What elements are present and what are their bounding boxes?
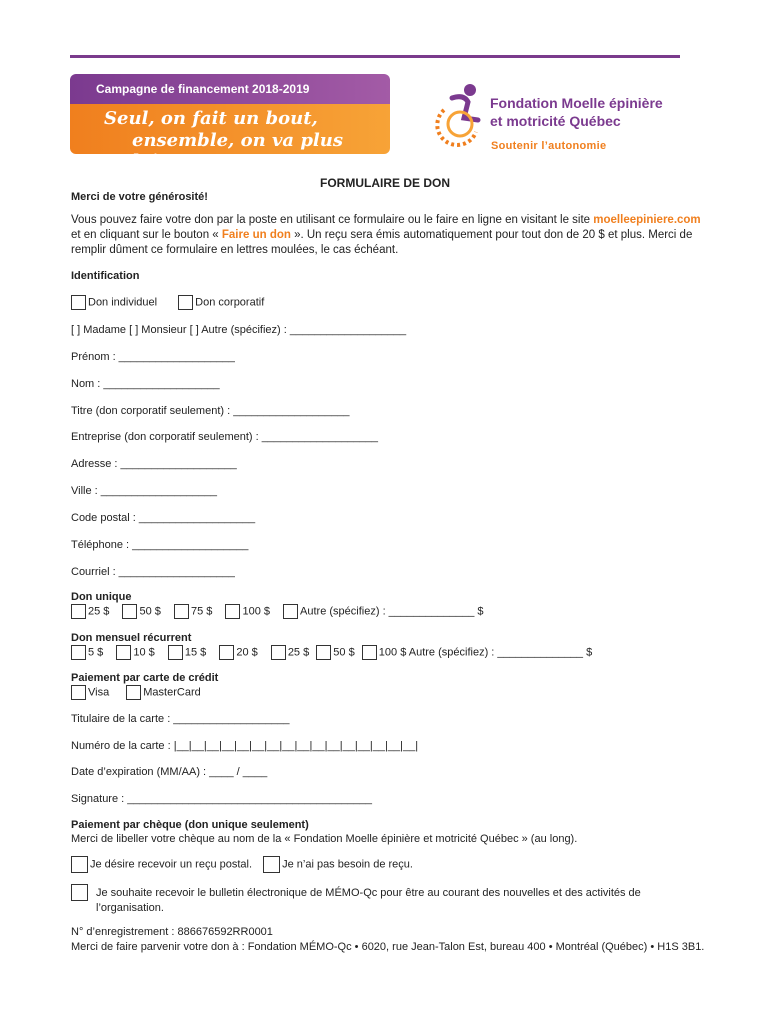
monthly-10-label: 10 $ [133, 646, 155, 659]
one-time-25-label: 25 $ [88, 605, 110, 618]
one-time-75-label: 75 $ [190, 605, 213, 618]
monthly-25-checkbox[interactable] [271, 645, 286, 660]
one-time-other-checkbox[interactable] [283, 604, 298, 619]
phone-field[interactable]: Téléphone : ___________________ [71, 539, 249, 551]
monthly-5-label: 5 $ [88, 646, 104, 659]
top-divider [70, 55, 680, 58]
monthly-100-other-label: 100 $ Autre (spécifiez) : ______________ $ [378, 646, 593, 659]
salutation-line[interactable]: [ ] Madame [ ] Monsieur [ ] Autre (spécifiez) : ___________________ [71, 324, 407, 336]
monthly-50-checkbox[interactable] [316, 645, 331, 660]
postal-receipt-checkbox[interactable] [71, 856, 88, 873]
card-options [71, 685, 205, 700]
card-number-field[interactable]: Numéro de la carte : |__|__|__|__|__|__|__|__|__|__|__|__|__|__|__|__| [71, 740, 419, 752]
city-field[interactable]: Ville : ___________________ [71, 485, 217, 497]
monthly-heading: Don mensuel récurrent [71, 632, 192, 644]
visa-label: Visa [88, 686, 110, 699]
slogan-banner [70, 104, 390, 172]
intro-text-1: Vous pouvez faire votre don par la poste en utilisant ce formulaire ou le faire en ligne en visitant le site [71, 214, 594, 226]
campaign-banner [70, 74, 390, 104]
form-title: FORMULAIRE DE DON [320, 176, 450, 190]
logo-tagline: Soutenir l’autonomie [491, 140, 607, 152]
signature-field[interactable]: Signature : ________________________________________ [71, 793, 372, 805]
one-time-options [71, 604, 488, 619]
individual-donation-label: Don individuel [88, 296, 158, 309]
one-time-other-label: Autre (spécifiez) : ______________ $ [300, 605, 484, 618]
monthly-50-label: 50 $ [333, 646, 355, 659]
logo-name-line-1: Fondation Moelle épinière [490, 95, 663, 111]
intro-text-2: et en cliquant sur le bouton « [71, 229, 222, 241]
cheque-heading: Paiement par chèque (don unique seulement) [71, 819, 309, 831]
card-heading: Paiement par carte de crédit [71, 672, 219, 684]
registration-number: N° d’enregistrement : 886676592RR0001 [71, 926, 273, 938]
newsletter-label: Je souhaite recevoir le bulletin électronique de MÉMO-Qc pour être au courant des nouvelles et des activités de l’organisation. [96, 887, 641, 914]
mailing-address: Merci de faire parvenir votre don à : Fondation MÉMO-Qc • 6020, rue Jean-Talon Est, bureau 400 • Montréal (Québec) • H1S 3B1. [71, 941, 705, 953]
mastercard-checkbox[interactable] [126, 685, 141, 700]
monthly-100-other-checkbox[interactable] [362, 645, 377, 660]
first-name-field[interactable]: Prénom : ___________________ [71, 351, 235, 363]
visa-checkbox[interactable] [71, 685, 86, 700]
one-time-50-label: 50 $ [139, 605, 161, 618]
card-holder-field[interactable]: Titulaire de la carte : ___________________ [71, 713, 290, 725]
identification-heading: Identification [71, 270, 140, 282]
mastercard-label: MasterCard [143, 686, 201, 699]
monthly-15-checkbox[interactable] [168, 645, 183, 660]
monthly-25-label: 25 $ [287, 646, 310, 659]
monthly-10-checkbox[interactable] [116, 645, 131, 660]
monthly-15-label: 15 $ [184, 646, 207, 659]
title-field[interactable]: Titre (don corporatif seulement) : ___________________ [71, 405, 350, 417]
logo-name-line-2: et motricité Québec [490, 113, 621, 129]
donate-button-reference[interactable]: Faire un don [221, 229, 291, 241]
one-time-100-checkbox[interactable] [225, 604, 240, 619]
last-name-field[interactable]: Nom : ___________________ [71, 378, 220, 390]
monthly-5-checkbox[interactable] [71, 645, 86, 660]
one-time-25-checkbox[interactable] [71, 604, 86, 619]
company-field[interactable]: Entreprise (don corporatif seulement) : ___________________ [71, 431, 378, 443]
newsletter-checkbox[interactable] [71, 884, 88, 901]
monthly-20-label: 20 $ [236, 646, 258, 659]
one-time-50-checkbox[interactable] [122, 604, 137, 619]
foundation-logo-icon [430, 80, 490, 150]
no-receipt-label: Je n’ai pas besoin de reçu. [282, 858, 413, 871]
address-field[interactable]: Adresse : ___________________ [71, 458, 237, 470]
corporate-donation-checkbox[interactable] [178, 295, 193, 310]
one-time-75-checkbox[interactable] [174, 604, 189, 619]
cheque-text: Merci de libeller votre chèque au nom de la « Fondation Moelle épinière et motricité Québec » (au long). [71, 833, 578, 845]
individual-donation-checkbox[interactable] [71, 295, 86, 310]
monthly-20-checkbox[interactable] [219, 645, 234, 660]
receipt-options [71, 856, 417, 873]
campaign-label: Campagne de financement 2018-2019 [96, 82, 310, 96]
no-receipt-checkbox[interactable] [263, 856, 280, 873]
slogan-line-2: ensemble, on va plus loin! [132, 130, 343, 172]
one-time-100-label: 100 $ [242, 605, 270, 618]
intro-paragraph [71, 213, 711, 258]
postal-code-field[interactable]: Code postal : ___________________ [71, 512, 256, 524]
intro-text-3: ». Un reçu sera émis automatiquement pour tout don de 20 $ et plus. Merci de remplir dûment ce formulaire en lettres moulées, le cas échéant. [71, 229, 693, 256]
donor-type-row [71, 295, 268, 310]
website-link[interactable]: moelleepiniere.com [593, 214, 701, 226]
expiry-field[interactable]: Date d’expiration (MM/AA) : ____ / ____ [71, 766, 268, 778]
postal-receipt-label: Je désire recevoir un reçu postal. [90, 858, 253, 871]
email-field[interactable]: Courriel : ___________________ [71, 566, 235, 578]
monthly-options [71, 645, 596, 660]
slogan-line-1: Seul, on fait un bout, [104, 108, 318, 129]
thanks-heading: Merci de votre générosité! [71, 191, 208, 203]
one-time-heading: Don unique [71, 591, 132, 603]
corporate-donation-label: Don corporatif [195, 296, 265, 309]
